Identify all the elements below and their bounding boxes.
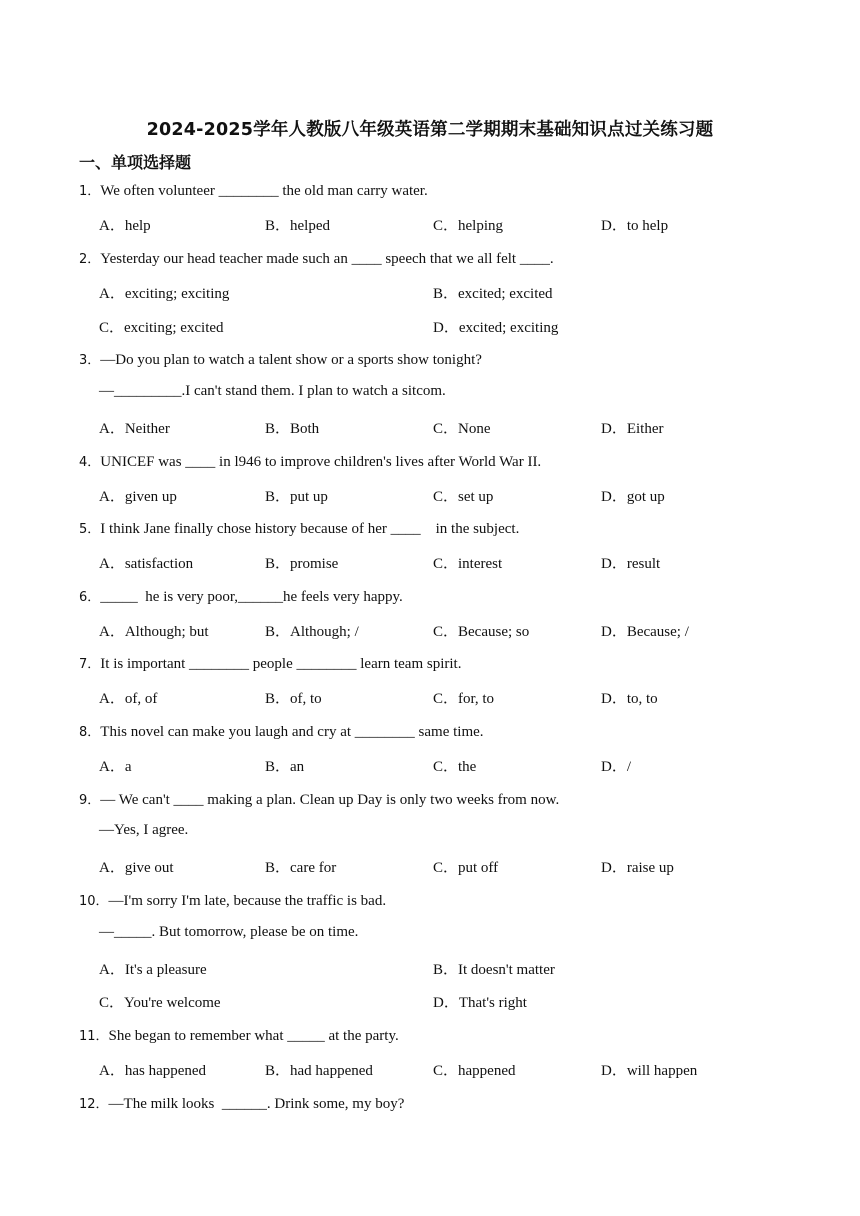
question-text: _____ he is very poor,______he feels very happy. [100,589,403,605]
question-number: 2． [79,252,101,267]
question-number: 8． [79,725,101,740]
question-number: 3． [79,353,101,368]
question-8 [79,721,484,741]
question-9-response: —Yes, I agree. [99,822,189,838]
option-c[interactable]: C．exciting; excited [99,320,224,336]
option-a[interactable]: A．of, of [99,691,158,707]
question-7 [79,653,461,673]
question-9 [79,789,559,809]
option-c[interactable]: C．helping [433,218,503,234]
option-d[interactable]: D．will happen [601,1063,698,1079]
option-a[interactable]: A．satisfaction [99,556,194,572]
option-d[interactable]: D．to, to [601,691,658,707]
option-a[interactable]: A．has happened [99,1063,207,1079]
question-number: 4． [79,455,101,470]
question-10 [79,890,386,910]
question-12 [79,1093,404,1113]
question-2 [79,248,554,268]
option-d[interactable]: D．That's right [433,995,527,1011]
option-b[interactable]: B．care for [265,860,337,876]
question-11 [79,1025,399,1045]
question-text: I think Jane finally chose history because of her ____ in the subject. [100,521,520,537]
option-a[interactable]: A．exciting; exciting [99,286,230,302]
option-d[interactable]: D．got up [601,489,665,505]
question-4 [79,451,541,471]
option-b[interactable]: B．of, to [265,691,322,707]
question-text: UNICEF was ____ in l946 to improve children's lives after World War II. [100,454,542,470]
option-c[interactable]: C．the [433,759,477,775]
question-number: 10． [79,894,109,909]
option-a[interactable]: A．It's a pleasure [99,962,207,978]
option-a[interactable]: A．given up [99,489,177,505]
option-d[interactable]: D．excited; exciting [433,320,559,336]
question-text: — We can't ____ making a plan. Clean up Day is only two weeks from now. [100,792,560,808]
option-c[interactable]: C．None [433,421,491,437]
option-b[interactable]: B．excited; excited [433,286,553,302]
option-a[interactable]: A．a [99,759,132,775]
question-3-response: —_________.I can't stand them. I plan to watch a sitcom. [99,383,446,399]
option-c[interactable]: C．You're welcome [99,995,221,1011]
question-text: —The milk looks ______. Drink some, my boy? [108,1096,405,1112]
question-text: She began to remember what _____ at the party. [108,1028,399,1044]
question-5 [79,518,519,538]
question-number: 1． [79,184,101,199]
question-number: 12． [79,1097,109,1112]
option-a[interactable]: A．give out [99,860,174,876]
option-d[interactable]: D．/ [601,759,632,775]
option-b[interactable]: B．Both [265,421,320,437]
option-d[interactable]: D．Because; / [601,624,689,640]
question-text: —Do you plan to watch a talent show or a sports show tonight? [100,352,482,368]
question-number: 5． [79,522,101,537]
option-c[interactable]: C．for, to [433,691,495,707]
option-a[interactable]: A．Neither [99,421,170,437]
option-b[interactable]: B．an [265,759,305,775]
option-c[interactable]: C．set up [433,489,494,505]
option-d[interactable]: D．result [601,556,661,572]
option-b[interactable]: B．Although; / [265,624,359,640]
question-text: We often volunteer ________ the old man carry water. [100,183,428,199]
option-b[interactable]: B．put up [265,489,328,505]
question-text: Yesterday our head teacher made such an ____ speech that we all felt ____. [100,251,554,267]
question-number: 9． [79,793,101,808]
option-a[interactable]: A．Although; but [99,624,209,640]
option-d[interactable]: D．Either [601,421,664,437]
question-text: It is important ________ people ________ learn team spirit. [100,656,462,672]
option-d[interactable]: D．raise up [601,860,674,876]
question-1 [79,180,428,200]
option-c[interactable]: C．Because; so [433,624,530,640]
option-b[interactable]: B．helped [265,218,330,234]
section-heading: 一、单项选择题 [79,153,192,172]
question-number: 7． [79,657,101,672]
option-b[interactable]: B．had happened [265,1063,373,1079]
option-c[interactable]: C．interest [433,556,503,572]
option-b[interactable]: B．promise [265,556,339,572]
question-10-response: —_____. But tomorrow, please be on time. [99,924,359,940]
question-number: 11． [79,1029,109,1044]
option-b[interactable]: B．It doesn't matter [433,962,555,978]
question-text: This novel can make you laugh and cry at ________ same time. [100,724,484,740]
option-d[interactable]: D．to help [601,218,669,234]
question-3 [79,349,482,369]
page-title: 2024-2025学年人教版八年级英语第二学期期末基础知识点过关练习题 [146,120,714,140]
question-number: 6． [79,590,101,605]
question-6 [79,586,403,606]
option-c[interactable]: C．put off [433,860,499,876]
option-a[interactable]: A．help [99,218,151,234]
option-c[interactable]: C．happened [433,1063,516,1079]
question-text: —I'm sorry I'm late, because the traffic is bad. [108,893,387,909]
